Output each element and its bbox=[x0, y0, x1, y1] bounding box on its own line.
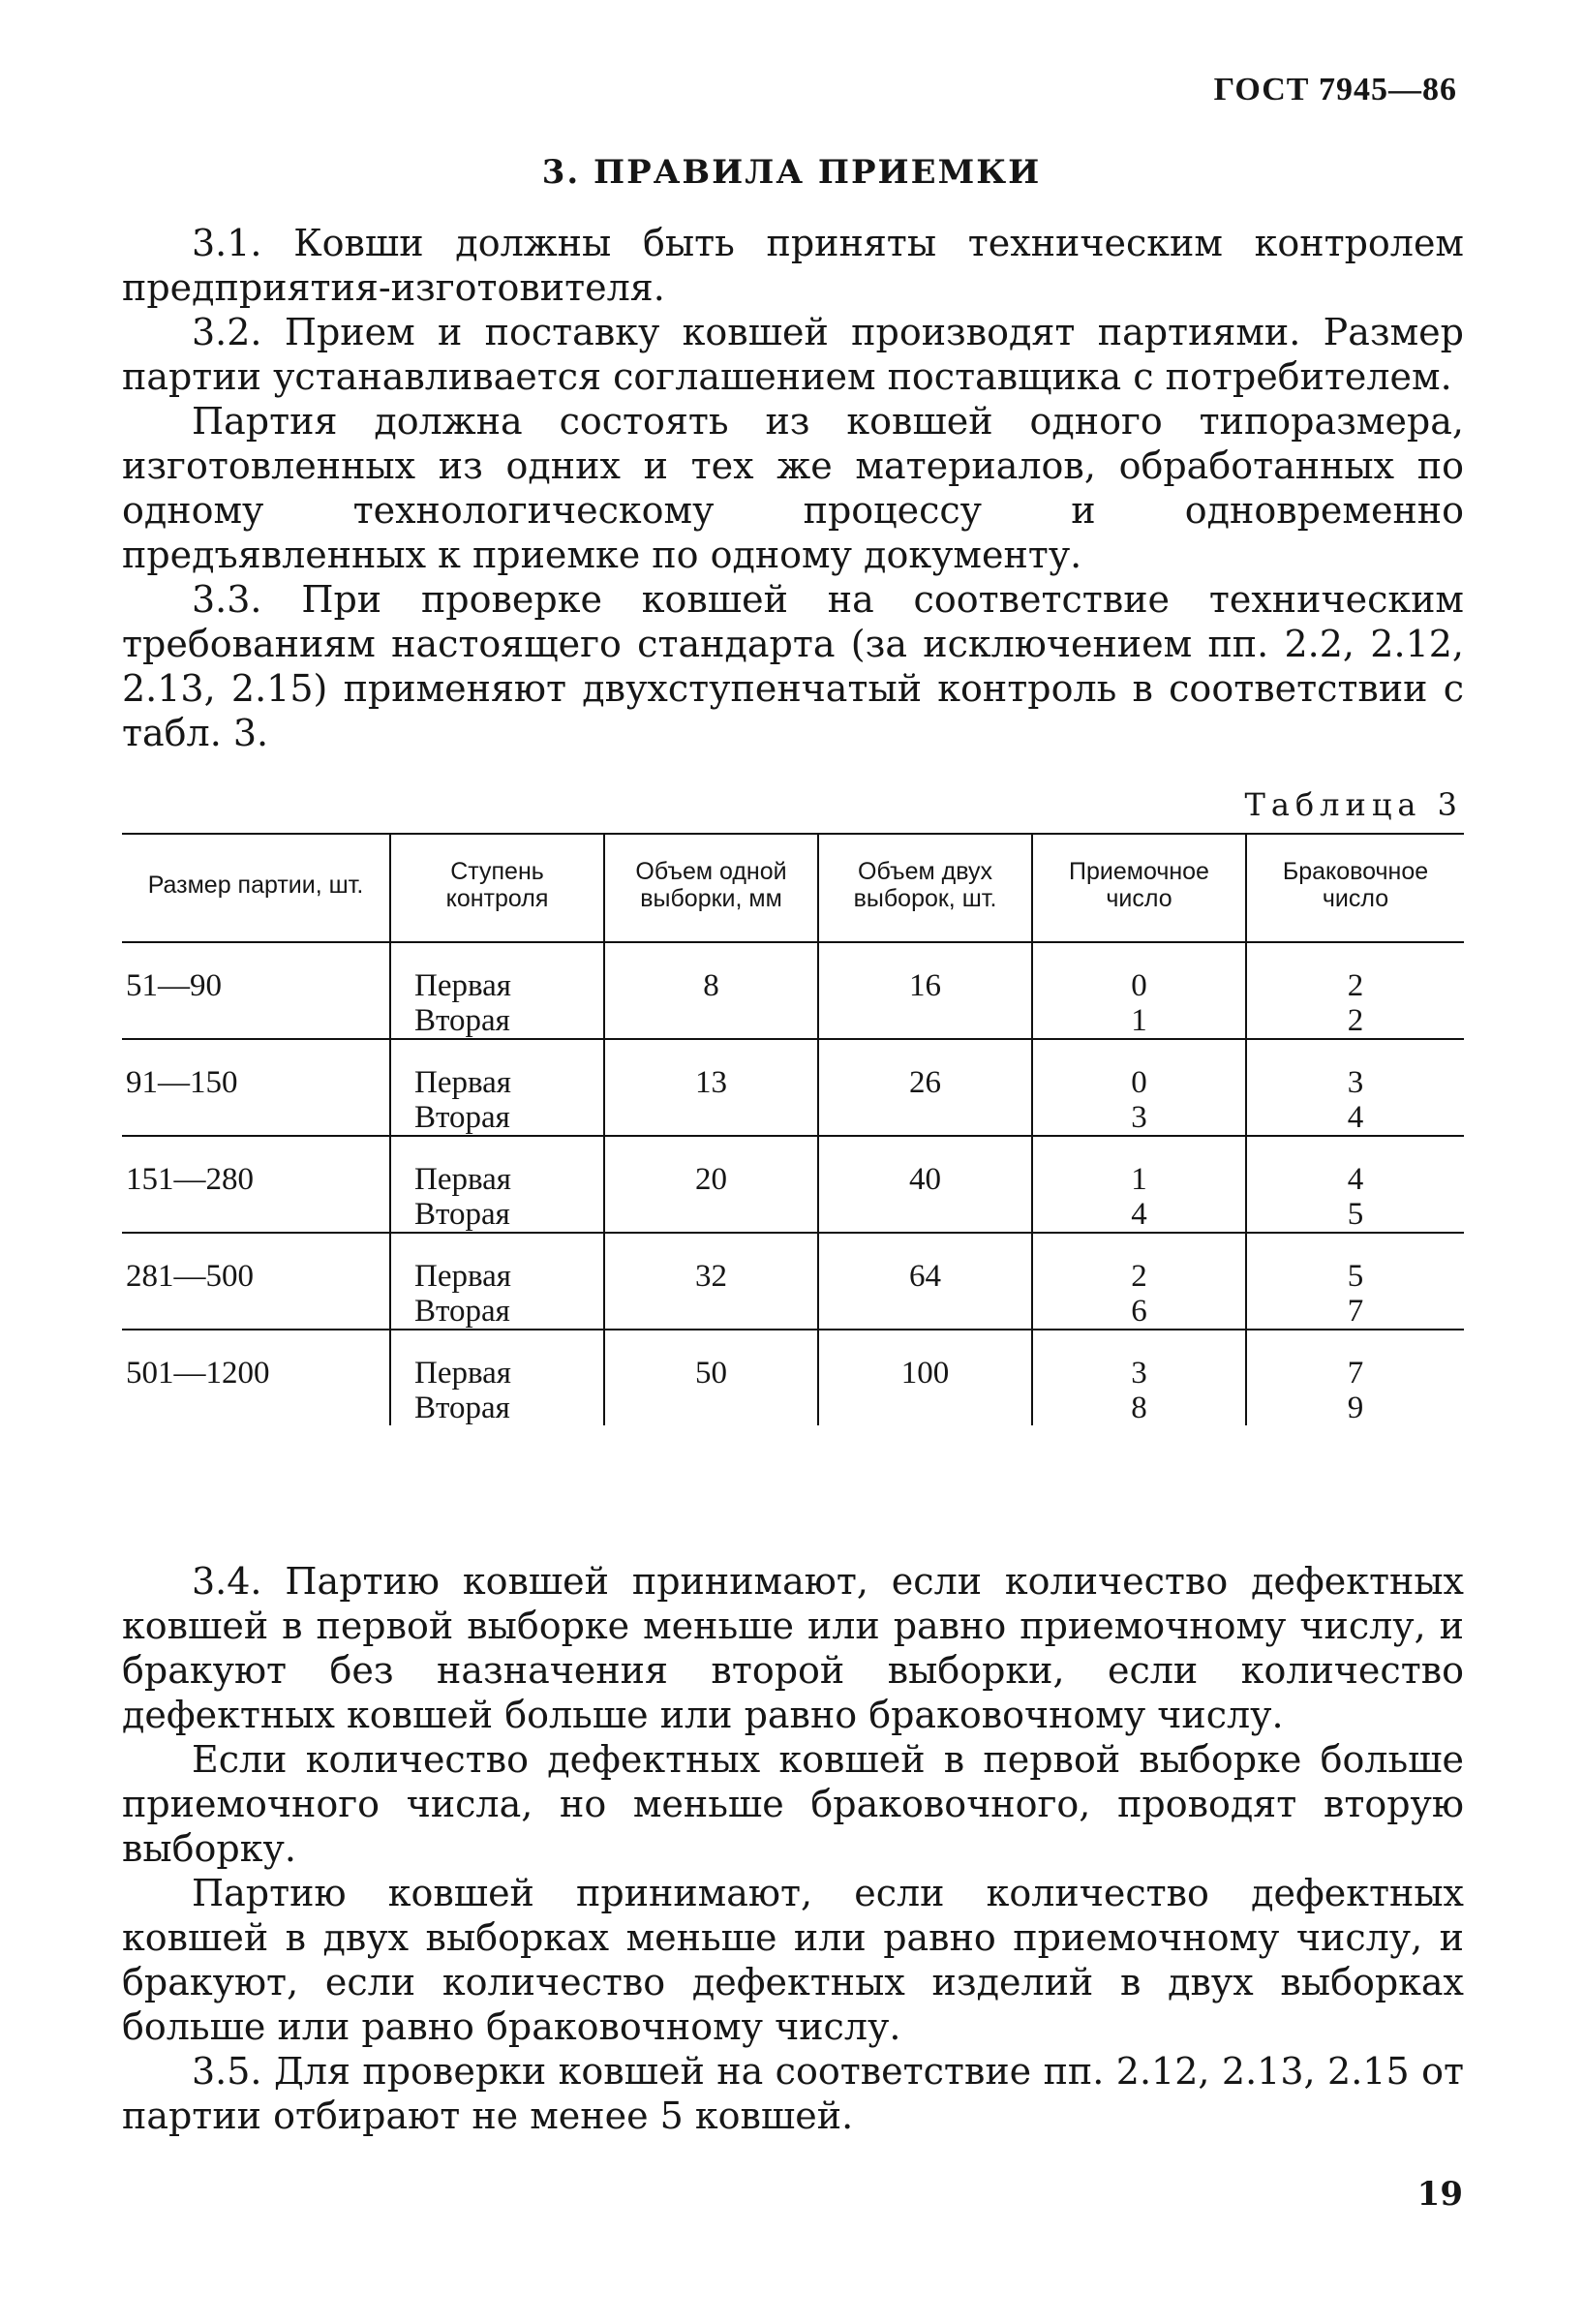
two-samples-cell: 26 bbox=[818, 1039, 1032, 1136]
header-acceptance-number: Приемочное число bbox=[1032, 834, 1246, 942]
lot-size-cell: 151—280 bbox=[122, 1136, 390, 1233]
stage-second: Вторая bbox=[414, 1003, 510, 1038]
acceptance-second: 3 bbox=[1131, 1100, 1147, 1135]
acceptance-cell bbox=[1032, 1039, 1246, 1136]
section-title: 3. ПРАВИЛА ПРИЕМКИ bbox=[541, 153, 1042, 192]
acceptance-second: 8 bbox=[1131, 1391, 1147, 1425]
paragraph-3-1: 3.1. Ковши должны быть приняты техническим контролем предприятия-изготовителя. bbox=[122, 222, 1464, 309]
sampling-table-wrapper bbox=[122, 833, 1464, 1425]
header-rejection-number: Браковочное число bbox=[1246, 834, 1464, 942]
stage-second: Вторая bbox=[414, 1100, 510, 1135]
table-row bbox=[122, 1136, 1464, 1233]
rejection-second: 5 bbox=[1347, 1197, 1364, 1232]
lot-size-cell: 51—90 bbox=[122, 942, 390, 1039]
paragraph-3-4: 3.4. Партию ковшей принимают, если количество дефектных ковшей в первой выборке меньше или равно приемочному числу, и бракуют без назначения второй выборки, если количество дефектных ковшей больше или равно браковочному числу. bbox=[122, 1560, 1464, 1736]
paragraph-lot-composition: Партия должна состоять из ковшей одного типоразмера, изготовленных из одних и тех же материалов, обработанных по одному технологическому процессу и одновременно предъявленных к приемке по одному документу. bbox=[122, 400, 1464, 576]
acceptance-first: 1 bbox=[1131, 1162, 1147, 1197]
two-samples-cell: 64 bbox=[818, 1233, 1032, 1330]
paragraph-3-5: 3.5. Для проверки ковшей на соответствие пп. 2.12, 2.13, 2.15 от партии отбирают не менее 5 ковшей. bbox=[122, 2050, 1464, 2137]
one-sample-cell: 13 bbox=[604, 1039, 818, 1136]
acceptance-cell bbox=[1032, 1233, 1246, 1330]
control-stage-cell bbox=[390, 1233, 604, 1330]
two-samples-cell: 16 bbox=[818, 942, 1032, 1039]
header-control-stage: Ступень контроля bbox=[390, 834, 604, 942]
stage-second: Вторая bbox=[414, 1197, 510, 1232]
acceptance-cell bbox=[1032, 942, 1246, 1039]
acceptance-first: 2 bbox=[1131, 1259, 1147, 1294]
page-number: 19 bbox=[1416, 2175, 1463, 2214]
control-stage-cell bbox=[390, 1136, 604, 1233]
acceptance-second: 1 bbox=[1131, 1003, 1147, 1038]
paragraph-3-3: 3.3. При проверке ковшей на соответствие техническим требованиям настоящего стандарта (за исключением пп. 2.2, 2.12, 2.13, 2.15) применяют двухступенчатый контроль в соответствии с табл. 3. bbox=[122, 578, 1464, 754]
intro-text bbox=[122, 221, 1464, 755]
stage-first: Первая bbox=[414, 1259, 511, 1294]
acceptance-first: 0 bbox=[1131, 1065, 1147, 1100]
header-lot-size: Размер партии, шт. bbox=[122, 834, 390, 942]
acceptance-cell bbox=[1032, 1330, 1246, 1425]
stage-first: Первая bbox=[414, 1065, 511, 1100]
header-one-sample-volume: Объем одной выборки, мм bbox=[604, 834, 818, 942]
one-sample-cell: 50 bbox=[604, 1330, 818, 1425]
rejection-cell bbox=[1246, 1039, 1464, 1136]
sampling-table bbox=[122, 833, 1464, 1425]
closing-text bbox=[122, 1559, 1464, 2138]
rejection-second: 4 bbox=[1347, 1100, 1364, 1135]
rejection-cell bbox=[1246, 942, 1464, 1039]
rejection-first: 5 bbox=[1347, 1259, 1364, 1294]
two-samples-cell: 100 bbox=[818, 1330, 1032, 1425]
table-caption: Таблица 3 bbox=[1244, 786, 1463, 823]
acceptance-first: 0 bbox=[1131, 968, 1147, 1003]
rejection-cell bbox=[1246, 1330, 1464, 1425]
rejection-cell bbox=[1246, 1233, 1464, 1330]
stage-first: Первая bbox=[414, 968, 511, 1003]
table-row bbox=[122, 1233, 1464, 1330]
one-sample-cell: 20 bbox=[604, 1136, 818, 1233]
standard-code: ГОСТ 7945—86 bbox=[1213, 72, 1457, 107]
one-sample-cell: 32 bbox=[604, 1233, 818, 1330]
rejection-cell bbox=[1246, 1136, 1464, 1233]
lot-size-cell: 281—500 bbox=[122, 1233, 390, 1330]
acceptance-cell bbox=[1032, 1136, 1246, 1233]
acceptance-first: 3 bbox=[1131, 1356, 1147, 1391]
control-stage-cell bbox=[390, 1039, 604, 1136]
stage-second: Вторая bbox=[414, 1391, 510, 1425]
rejection-first: 3 bbox=[1347, 1065, 1364, 1100]
stage-first: Первая bbox=[414, 1356, 511, 1391]
rejection-first: 7 bbox=[1347, 1356, 1364, 1391]
control-stage-cell bbox=[390, 942, 604, 1039]
stage-second: Вторая bbox=[414, 1294, 510, 1329]
rejection-first: 2 bbox=[1347, 968, 1364, 1003]
acceptance-second: 4 bbox=[1131, 1197, 1147, 1232]
header-two-samples-volume: Объем двух выборок, шт. bbox=[818, 834, 1032, 942]
control-stage-cell bbox=[390, 1330, 604, 1425]
table-row bbox=[122, 1330, 1464, 1425]
table-header-row bbox=[122, 834, 1464, 942]
paragraph-3-2: 3.2. Прием и поставку ковшей производят партиями. Размер партии устанавливается соглашением поставщика с потребителем. bbox=[122, 311, 1464, 398]
stage-first: Первая bbox=[414, 1162, 511, 1197]
lot-size-cell: 91—150 bbox=[122, 1039, 390, 1136]
paragraph-second-sample: Если количество дефектных ковшей в первой выборке больше приемочного числа, но меньше браковочного, проводят вторую выборку. bbox=[122, 1738, 1464, 1870]
rejection-first: 4 bbox=[1347, 1162, 1364, 1197]
paragraph-two-samples: Партию ковшей принимают, если количество дефектных ковшей в двух выборках меньше или равно приемочному числу, и бракуют, если количество дефектных изделий в двух выборках больше или равно браковочному числу. bbox=[122, 1872, 1464, 2048]
two-samples-cell: 40 bbox=[818, 1136, 1032, 1233]
rejection-second: 2 bbox=[1347, 1003, 1364, 1038]
rejection-second: 7 bbox=[1347, 1294, 1364, 1329]
acceptance-second: 6 bbox=[1131, 1294, 1147, 1329]
table-row bbox=[122, 1039, 1464, 1136]
table-row bbox=[122, 942, 1464, 1039]
lot-size-cell: 501—1200 bbox=[126, 1356, 270, 1391]
one-sample-cell: 8 bbox=[604, 942, 818, 1039]
rejection-second: 9 bbox=[1347, 1391, 1364, 1425]
